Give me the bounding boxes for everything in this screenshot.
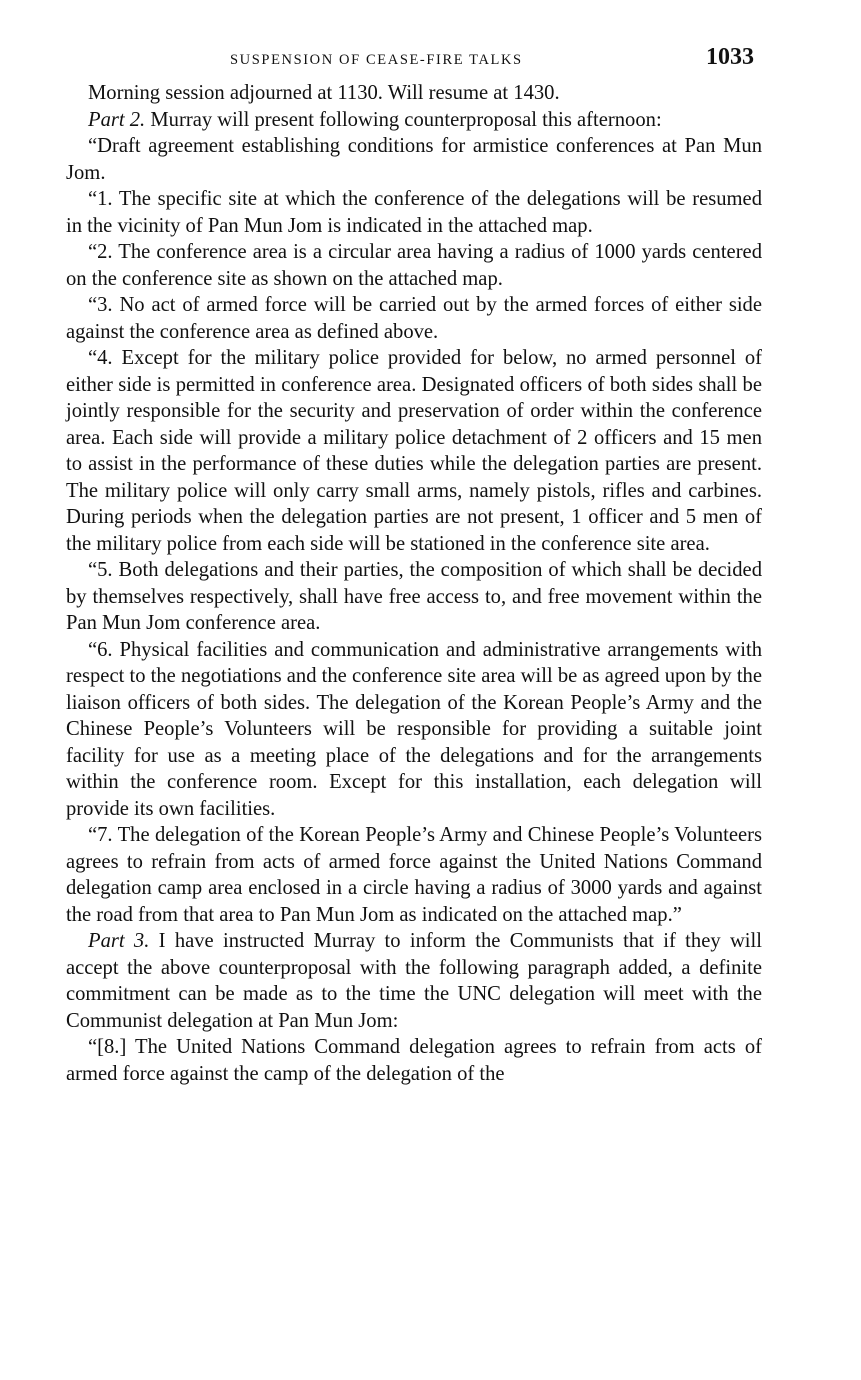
- running-title: SUSPENSION OF CEASE-FIRE TALKS: [230, 52, 523, 68]
- part-label: Part 2.: [88, 108, 146, 131]
- paragraph-text: “Draft agreement establishing conditions for armistice conferences at Pan Mun Jom.: [66, 135, 762, 184]
- paragraph-item-5: [66, 557, 762, 637]
- paragraph-item-8: [66, 1034, 762, 1087]
- paragraph-item-4: [66, 345, 762, 557]
- paragraph-text: I have instructed Murray to inform the Communists that if they will accept the above counterproposal with the following paragraph added, a definite commitment can be made as to the time the UNC delegation will meet with the Communist delegation at Pan Mun Jom:: [66, 930, 762, 1032]
- paragraph-item-1: [66, 186, 762, 239]
- document-page: [66, 40, 762, 1087]
- paragraph-text: “6. Physical facilities and communication and administrative arrangements with respect to the negotiations and the conference site area will be as agreed upon by the liaison officers of both sides. The delegation of the Korean People’s Army and the Chinese People’s Volunteers will be responsible for providing a suitable joint facility for use as a meeting place of the delegations and for the arrangements within the conference room. Except for this installation, each delegation will provide its own facilities.: [66, 638, 762, 820]
- paragraph-text: “4. Except for the military police provided for below, no armed personnel of either side is permitted in conference area. Designated officers of both sides shall be jointly responsible for the security and preservation of order within the conference area. Each side will provide a military police detachment of 2 officers and 15 men to assist in the performance of these duties while the delegation parties are present. The military police will only carry small arms, namely pistols, rifles and carbines. During periods when the delegation parties are not present, 1 officer and 5 men of the military police from each side will be stationed in the conference site area.: [66, 347, 762, 555]
- paragraph-text: “7. The delegation of the Korean People’s Army and Chinese People’s Volunteers agrees to refrain from acts of armed force against the United Nations Command delegation camp area enclosed in a circle having a radius of 3000 yards and against the road from that area to Pan Mun Jom as indicated on the attached map.”: [66, 824, 762, 926]
- paragraph-item-7: [66, 822, 762, 928]
- paragraph-item-6: [66, 637, 762, 823]
- running-header: [66, 40, 762, 80]
- paragraph-text: Murray will present following counterproposal this afternoon:: [145, 108, 662, 131]
- paragraph-item-2: [66, 239, 762, 292]
- page-number: 1033: [706, 44, 754, 70]
- paragraph-text: “5. Both delegations and their parties, the composition of which shall be decided by themselves respectively, shall have free access to, and free movement within the Pan Mun Jom conference area.: [66, 559, 762, 634]
- paragraph-adjourned: [66, 80, 762, 107]
- paragraph-text: “[8.] The United Nations Command delegation agrees to refrain from acts of armed force against the camp of the delegation of the: [66, 1036, 762, 1085]
- paragraph-part-3: [66, 928, 762, 1034]
- paragraph-text: “1. The specific site at which the conference of the delegations will be resumed in the vicinity of Pan Mun Jom is indicated in the attached map.: [66, 188, 762, 237]
- paragraph-text: “3. No act of armed force will be carried out by the armed forces of either side against the conference area as defined above.: [66, 294, 762, 343]
- document-body: [66, 80, 762, 1087]
- paragraph-text: Morning session adjourned at 1130. Will resume at 1430.: [88, 82, 560, 104]
- part-label: Part 3.: [88, 930, 150, 952]
- paragraph-text: “2. The conference area is a circular area having a radius of 1000 yards centered on the conference site as shown on the attached map.: [66, 241, 762, 290]
- paragraph-draft-agreement: [66, 133, 762, 186]
- paragraph-part-2: [66, 107, 762, 134]
- paragraph-item-3: [66, 292, 762, 345]
